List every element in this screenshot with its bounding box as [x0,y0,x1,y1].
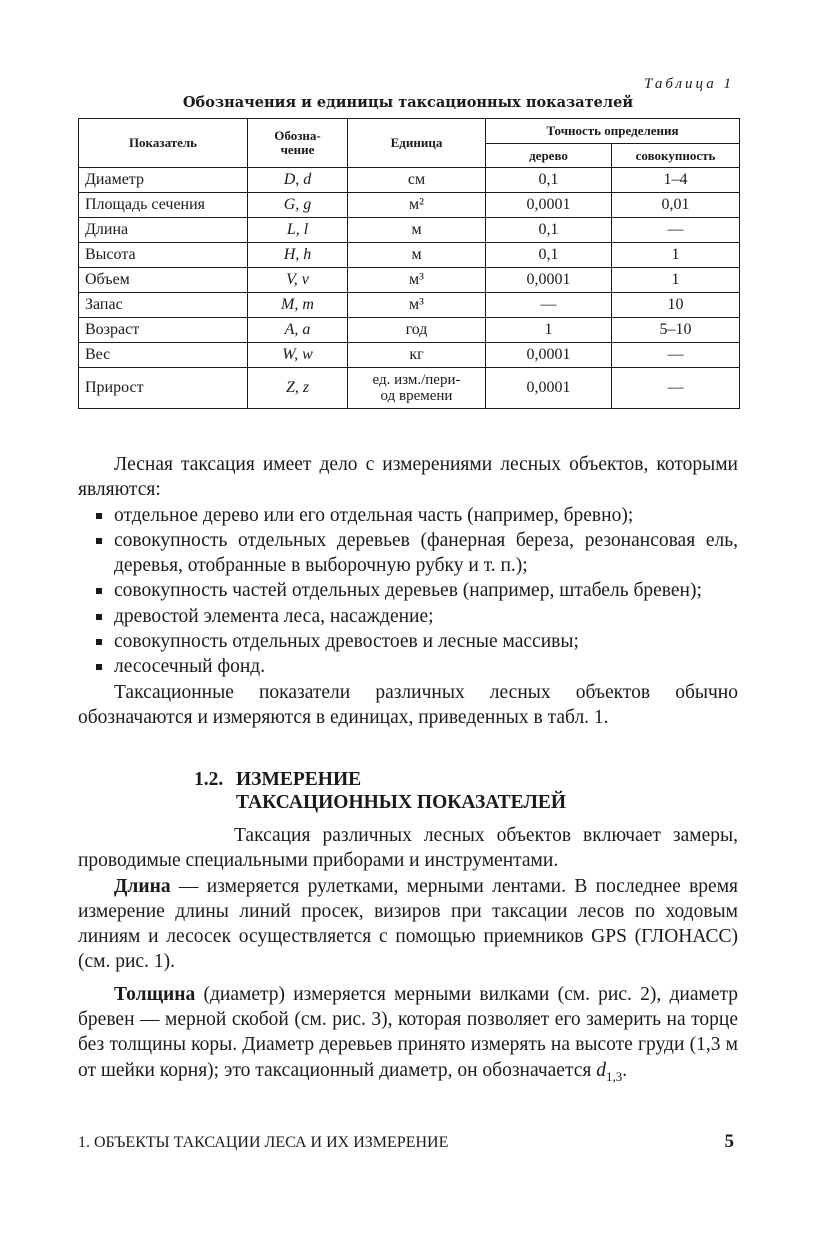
list-item [78,578,738,603]
table-number: Таблица 1 [644,76,734,92]
cell-tree: 0,1 [486,218,612,243]
cell-tree: 0,1 [486,168,612,193]
cell-name: Длина [79,218,248,243]
section-number: 1.2. [194,769,224,790]
section-paragraph-length [78,874,738,975]
term-length: Длина [114,875,171,897]
list-item-text: совокупность отдельных древостоев и лесные массивы; [114,631,579,653]
cell-symbol: G, g [248,193,348,218]
cell-name: Площадь сечения [79,193,248,218]
cell-aggregate: 1 [612,268,740,293]
cell-tree: — [486,293,612,318]
cell-tree: 0,0001 [486,193,612,218]
cell-aggregate: 0,01 [612,193,740,218]
cell-symbol: L, l [248,218,348,243]
diameter-subscript: 1,3 [605,1068,623,1084]
section-text [78,823,738,1089]
cell-aggregate: — [612,343,740,368]
cell-tree: 0,1 [486,243,612,268]
section-paragraph-thickness [78,982,738,1089]
list-item [78,503,738,528]
list-item-text: отдельное дерево или его отдельная часть (например, бревно); [114,504,634,526]
list-item-text: совокупность отдельных деревьев (фанерная береза, резонансовая ель, деревья, отобранные в выборочную рубку и т. п.); [114,529,738,577]
table-row [79,243,740,268]
cell-name: Запас [79,293,248,318]
list-item-text: совокупность частей отдельных деревьев (например, штабель бревен); [114,580,702,602]
cell-aggregate: 5–10 [612,318,740,343]
cell-name: Объем [79,268,248,293]
cell-symbol: M, m [248,293,348,318]
objects-list [78,503,738,680]
list-item-text: лесосечный фонд. [114,656,266,678]
cell-unit: год [348,318,486,343]
cell-name: Возраст [79,318,248,343]
header-designation-line1: Обозна- [274,128,321,143]
cell-unit: м³ [348,268,486,293]
table-row [79,293,740,318]
header-designation [248,119,348,168]
bullet-square-icon [96,513,102,519]
cell-tree: 0,0001 [486,268,612,293]
cell-symbol: W, w [248,343,348,368]
header-aggregate: совокупность [612,144,740,168]
indicators-table [78,118,740,409]
running-footer: 1. ОБЪЕКТЫ ТАКСАЦИИ ЛЕСА И ИХ ИЗМЕРЕНИЕ [78,1134,449,1151]
list-item [78,629,738,654]
table-header-row [79,119,740,144]
body-text [78,452,738,730]
table-row [79,368,740,409]
cell-symbol: A, a [248,318,348,343]
length-text: — измеряется рулетками, мерными лентами. В последнее время измерение длины линий просек, визиров при таксации лесов по ходовым линиям и лесосек осуществляется с помощью приемников GPS (ГЛОНАСС) (см. рис. 1). [78,875,738,973]
cell-unit-line1: ед. изм./пери- [372,372,461,388]
cell-aggregate: 1 [612,243,740,268]
cell-aggregate: 10 [612,293,740,318]
cell-name: Высота [79,243,248,268]
term-thickness: Толщина [114,983,196,1005]
cell-unit: м³ [348,293,486,318]
cell-tree: 0,0001 [486,368,612,409]
section-title-line2: ТАКСАЦИОННЫХ ПОКАЗАТЕЛЕЙ [236,792,567,813]
cell-aggregate: — [612,218,740,243]
cell-unit: см [348,168,486,193]
thickness-end: . [622,1059,628,1081]
cell-name: Вес [79,343,248,368]
header-unit: Единица [348,119,486,168]
after-list-paragraph: Таксационные показатели различных лесных объектов обычно обозначаются и измеряются в единицах, приведенных в табл. 1. [78,681,738,728]
table-row [79,268,740,293]
table-row [79,343,740,368]
cell-symbol: H, h [248,243,348,268]
cell-name: Диаметр [79,168,248,193]
cell-name: Прирост [79,368,248,409]
list-item [78,654,738,679]
cell-symbol: V, v [248,268,348,293]
cell-tree: 0,0001 [486,343,612,368]
cell-tree: 1 [486,318,612,343]
bullet-square-icon [96,664,102,670]
table-row [79,193,740,218]
header-indicator: Показатель [79,119,248,168]
header-tree: дерево [486,144,612,168]
cell-unit-line2: од времени [380,388,453,404]
table-title: Обозначения и единицы таксационных показателей [182,94,634,111]
diameter-variable: d [596,1059,606,1081]
cell-symbol: Z, z [248,368,348,409]
cell-unit: м [348,243,486,268]
cell-unit [348,368,486,409]
bullet-square-icon [96,588,102,594]
bullet-square-icon [96,639,102,645]
cell-unit: м [348,218,486,243]
table-row [79,168,740,193]
cell-symbol: D, d [248,168,348,193]
list-item [78,528,738,579]
cell-aggregate: 1–4 [612,168,740,193]
thickness-text: (диаметр) измеряется мерными вилками (см. рис. 2), диаметр бревен — мерной скобой (см. рис. 3), которая позволяет его замерить на торце без толщины коры. Диаметр деревьев принято измерять на высоте груди (1,3 м от шейки корня); это таксационный диаметр, он обозначается [78,983,738,1081]
section-paragraph-1: Таксация различных лесных объектов включает замеры, проводимые специальными приборами и инструментами. [78,825,738,872]
intro-paragraph: Лесная таксация имеет дело с измерениями лесных объектов, которыми являются: [78,454,738,501]
page-number: 5 [724,1131,734,1152]
header-designation-line2: чение [280,142,315,157]
section-title-line1: ИЗМЕРЕНИЕ [236,769,362,790]
bullet-square-icon [96,538,102,544]
list-item-text: древостой элемента леса, насаждение; [114,605,434,627]
bullet-square-icon [96,614,102,620]
cell-unit: кг [348,343,486,368]
table-row [79,318,740,343]
cell-unit: м² [348,193,486,218]
section-heading [194,768,566,814]
cell-aggregate: — [612,368,740,409]
table-row [79,218,740,243]
header-accuracy: Точность определения [486,119,740,144]
list-item [78,604,738,629]
